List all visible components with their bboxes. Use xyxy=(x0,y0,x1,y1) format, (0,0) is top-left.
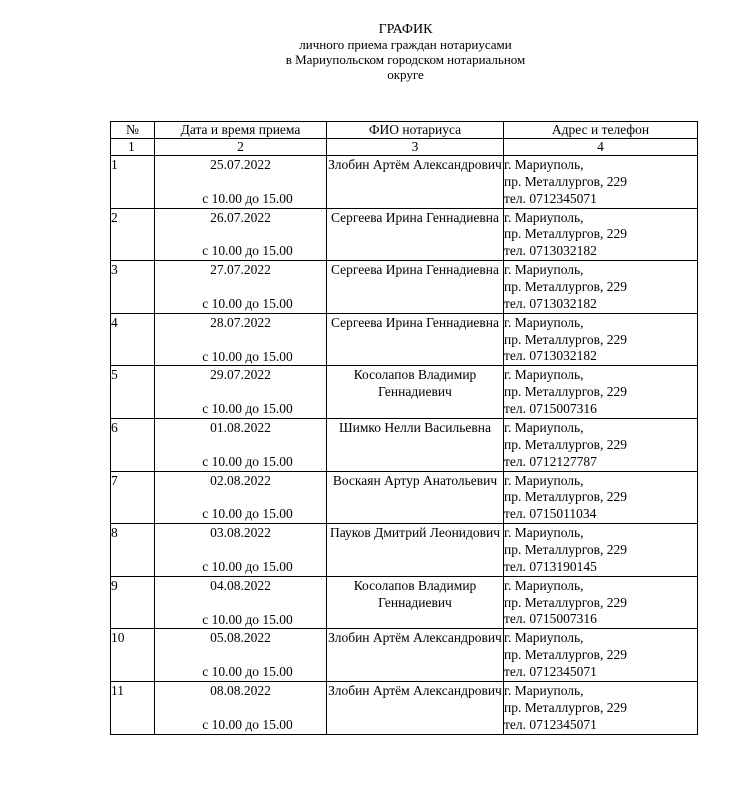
reception-datetime-cell xyxy=(155,471,327,524)
column-number-row xyxy=(111,139,698,156)
address-street: пр. Металлургов, 229 xyxy=(504,489,628,505)
address-phone-cell xyxy=(504,681,698,734)
reception-datetime-cell xyxy=(155,208,327,261)
reception-datetime-cell xyxy=(155,418,327,471)
row-number: 5 xyxy=(111,366,155,419)
phone-number: тел. 0712345071 xyxy=(504,716,597,732)
address-street: пр. Металлургов, 229 xyxy=(504,699,628,715)
address-city: г. Мариуполь, xyxy=(504,367,584,383)
address-city: г. Мариуполь, xyxy=(504,630,584,646)
address-street: пр. Металлургов, 229 xyxy=(504,384,628,400)
row-number: 7 xyxy=(111,471,155,524)
address-city: г. Мариуполь, xyxy=(504,209,584,225)
reception-date: 04.08.2022 xyxy=(210,577,271,593)
notary-name: Сергеева Ирина Геннадиевна xyxy=(327,261,504,314)
column-number-4: 4 xyxy=(504,139,698,156)
notary-name: Злобин Артём Александрович xyxy=(327,156,504,209)
address-street: пр. Металлургов, 229 xyxy=(504,173,628,189)
address-phone-cell xyxy=(504,629,698,682)
row-number: 1 xyxy=(111,156,155,209)
address-phone-cell xyxy=(504,208,698,261)
reception-date: 27.07.2022 xyxy=(210,262,271,278)
reception-date: 08.08.2022 xyxy=(210,682,271,698)
table-row xyxy=(111,576,698,629)
reception-time: с 10.00 до 15.00 xyxy=(202,295,293,311)
table-row xyxy=(111,208,698,261)
address-city: г. Мариуполь, xyxy=(504,314,584,330)
address-street: пр. Металлургов, 229 xyxy=(504,436,628,452)
reception-time: с 10.00 до 15.00 xyxy=(202,611,293,627)
reception-time: с 10.00 до 15.00 xyxy=(202,453,293,469)
phone-number: тел. 0713032182 xyxy=(504,243,597,259)
address-phone-cell xyxy=(504,366,698,419)
phone-number: тел. 0715007316 xyxy=(504,400,597,416)
phone-number: тел. 0712127787 xyxy=(504,453,597,469)
notary-name: Злобин Артём Александрович xyxy=(327,629,504,682)
address-phone-cell xyxy=(504,313,698,366)
reception-date: 02.08.2022 xyxy=(210,472,271,488)
row-number: 9 xyxy=(111,576,155,629)
row-number: 3 xyxy=(111,261,155,314)
table-row xyxy=(111,418,698,471)
reception-date: 05.08.2022 xyxy=(210,630,271,646)
row-number: 2 xyxy=(111,208,155,261)
phone-number: тел. 0715011034 xyxy=(504,506,597,522)
reception-datetime-cell xyxy=(155,313,327,366)
table-row xyxy=(111,471,698,524)
notary-name: Сергеева Ирина Геннадиевна xyxy=(327,208,504,261)
phone-number: тел. 0712345071 xyxy=(504,663,597,679)
phone-number: тел. 0712345071 xyxy=(504,190,597,206)
column-header-number: № xyxy=(111,122,155,139)
column-header-datetime: Дата и время приема xyxy=(155,122,327,139)
column-header-notary-name: ФИО нотариуса xyxy=(327,122,504,139)
document-subtitle-line-2: в Мариупольском городском нотариальном xyxy=(285,52,526,67)
document-subtitle-line-1: личного приема граждан нотариусами xyxy=(299,37,512,52)
table-row xyxy=(111,156,698,209)
address-phone-cell xyxy=(504,418,698,471)
address-city: г. Мариуполь, xyxy=(504,262,584,278)
reception-time: с 10.00 до 15.00 xyxy=(202,716,293,732)
column-number-2: 2 xyxy=(155,139,327,156)
notary-name: Косолапов Владимир Геннадиевич xyxy=(327,366,504,419)
reception-datetime-cell xyxy=(155,366,327,419)
table-row xyxy=(111,524,698,577)
address-street: пр. Металлургов, 229 xyxy=(504,594,628,610)
document-subtitle-line-3: округе xyxy=(387,67,424,82)
address-phone-cell xyxy=(504,261,698,314)
table-row xyxy=(111,261,698,314)
reception-date: 25.07.2022 xyxy=(210,157,271,172)
document-title: ГРАФИК xyxy=(378,22,433,37)
phone-number: тел. 0713032182 xyxy=(504,295,597,311)
address-city: г. Мариуполь, xyxy=(504,419,584,435)
row-number: 8 xyxy=(111,524,155,577)
notary-name: Сергеева Ирина Геннадиевна xyxy=(327,313,504,366)
address-street: пр. Металлургов, 229 xyxy=(504,541,628,557)
document-header xyxy=(0,22,731,82)
notary-name: Воскаян Артур Анатольевич xyxy=(327,471,504,524)
address-phone-cell xyxy=(504,471,698,524)
phone-number: тел. 0715007316 xyxy=(504,611,597,627)
reception-time: с 10.00 до 15.00 xyxy=(202,243,293,259)
reception-datetime-cell xyxy=(155,576,327,629)
reception-datetime-cell xyxy=(155,681,327,734)
reception-datetime-cell xyxy=(155,629,327,682)
address-city: г. Мариуполь, xyxy=(504,157,584,172)
row-number: 11 xyxy=(111,681,155,734)
table-row xyxy=(111,366,698,419)
row-number: 10 xyxy=(111,629,155,682)
reception-date: 28.07.2022 xyxy=(210,314,271,330)
row-number: 6 xyxy=(111,418,155,471)
address-city: г. Мариуполь, xyxy=(504,577,584,593)
row-number: 4 xyxy=(111,313,155,366)
column-number-3: 3 xyxy=(327,139,504,156)
reception-time: с 10.00 до 15.00 xyxy=(202,348,293,364)
address-street: пр. Металлургов, 229 xyxy=(504,226,628,242)
address-phone-cell xyxy=(504,576,698,629)
reception-time: с 10.00 до 15.00 xyxy=(202,664,293,680)
schedule-table xyxy=(110,121,698,735)
reception-time: с 10.00 до 15.00 xyxy=(202,401,293,417)
reception-time: с 10.00 до 15.00 xyxy=(202,190,293,206)
column-header-address-phone: Адрес и телефон xyxy=(504,122,698,139)
table-header-row xyxy=(111,122,698,139)
reception-date: 01.08.2022 xyxy=(210,419,271,435)
address-street: пр. Металлургов, 229 xyxy=(504,278,628,294)
reception-time: с 10.00 до 15.00 xyxy=(202,558,293,574)
phone-number: тел. 0713190145 xyxy=(504,558,597,574)
notary-name: Косолапов Владимир Геннадиевич xyxy=(327,576,504,629)
address-phone-cell xyxy=(504,156,698,209)
notary-name: Злобин Артём Александрович xyxy=(327,681,504,734)
table-row xyxy=(111,313,698,366)
address-phone-cell xyxy=(504,524,698,577)
reception-time: с 10.00 до 15.00 xyxy=(202,506,293,522)
reception-date: 29.07.2022 xyxy=(210,367,271,383)
reception-datetime-cell xyxy=(155,261,327,314)
table-row xyxy=(111,629,698,682)
address-city: г. Мариуполь, xyxy=(504,525,584,541)
phone-number: тел. 0713032182 xyxy=(504,348,597,364)
notary-name: Пауков Дмитрий Леонидович xyxy=(327,524,504,577)
reception-datetime-cell xyxy=(155,524,327,577)
reception-datetime-cell xyxy=(155,156,327,209)
table-row xyxy=(111,681,698,734)
notary-name: Шимко Нелли Васильевна xyxy=(327,418,504,471)
column-number-1: 1 xyxy=(111,139,155,156)
reception-date: 26.07.2022 xyxy=(210,209,271,225)
address-city: г. Мариуполь, xyxy=(504,682,584,698)
address-street: пр. Металлургов, 229 xyxy=(504,647,628,663)
reception-date: 03.08.2022 xyxy=(210,525,271,541)
address-street: пр. Металлургов, 229 xyxy=(504,331,628,347)
address-city: г. Мариуполь, xyxy=(504,472,584,488)
